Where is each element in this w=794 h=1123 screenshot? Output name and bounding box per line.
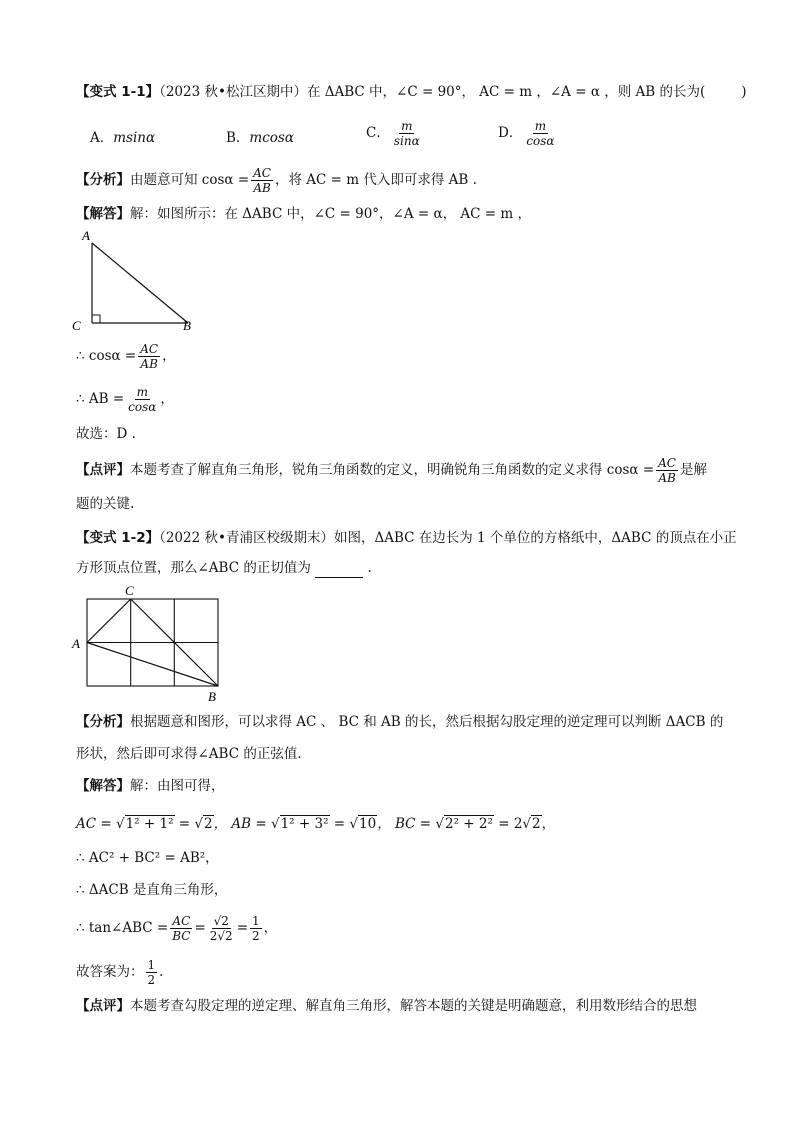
q2-solution-text: 解：由图可得， [130,778,225,794]
q2-solution [76,776,225,796]
q1-tag: 【变式 1-1】 [76,84,160,100]
q1-label-b: B [183,318,191,333]
q1-analysis-num: AC [253,166,271,180]
q2-source: （2022 秋•青浦区校级期末） [159,530,334,546]
q1-option-b [226,126,294,146]
q2-calc-bc-eq: = 2 [498,816,523,832]
q2-calc-ac-eq: = [178,816,191,832]
q2-step3-den1: BC [172,929,191,943]
q2-calc-ab-radicand: 1² + 3² [280,816,329,832]
q1-option-c [366,119,424,148]
q1-solution-tag: 【解答】 [76,206,130,222]
q1-analysis-text-a: 由题意可知 cosα = [130,172,250,188]
q2-answer-text-a: 故答案为： [76,964,144,980]
q1-option-c-num: m [401,119,413,133]
q1-step1-text-b: ， [162,348,176,364]
q1-source: （2023 秋•松江区期中） [159,84,307,100]
q1-option-d [498,119,559,148]
q1-solution-text: 解：如图所示：在 ΔABC 中，∠C = 90°，∠A = α， AC = m ， [130,206,531,222]
q1-stem [76,82,747,102]
q1-option-d-num: m [534,119,547,133]
q1-analysis [76,166,477,195]
q2-comment-tag: 【点评】 [76,998,130,1014]
q1-choice: 故选：D . [76,426,136,442]
q2-tag: 【变式 1-2】 [76,530,160,546]
q2-answer-blank [315,563,363,578]
q1-option-b-letter: B． [226,130,250,146]
q1-step2-num: m [136,385,148,399]
q1-right-angle-mark [92,315,100,323]
q2-calc-ac-value: 2 [204,816,213,832]
q1-comment [76,456,707,485]
q2-stem [76,528,737,548]
q2-calc-ab-label: ， AB = [213,816,267,832]
q1-stem-text: 在 ΔABC 中，∠C = 90°， AC = m ，∠A = α ，则 AB 的长为( [306,84,706,100]
q2-stem-cont [76,558,372,578]
q1-analysis-tag: 【分析】 [76,172,130,188]
q2-calc-ab-value: 10 [359,816,377,832]
q2-answer-den: 2 [147,973,156,987]
q1-step1-text-a: ∴ cosα = [76,348,137,364]
q1-analysis-text-b: ，将 AC = m 代入即可求得 AB . [275,172,477,188]
q1-solution [76,204,531,224]
q1-option-a-text: msinα [113,130,156,146]
q2-comment [76,996,697,1016]
q1-comment-tag: 【点评】 [76,462,130,478]
q2-stem-text-a: 如图，ΔABC 在边长为 1 个单位的方格纸中，ΔABC 的顶点在小正 [333,530,737,546]
q2-grid-figure [70,582,230,704]
q2-triangle-side-ac [87,599,131,643]
q1-step1 [76,342,176,371]
q2-calc-ab-eq: = [333,816,346,832]
q1-step2-text-a: ∴ AB = [76,391,125,407]
q2-stem-text-c: . [367,560,372,576]
q1-step1-den: AB [140,357,158,371]
q2-analysis [76,712,723,732]
q2-label-b: B [208,689,216,704]
q1-comment-den: AB [658,471,676,485]
q1-option-d-den: cosα [526,134,555,148]
q2-calc-ac-label: AC = [76,816,112,832]
q2-triangle-side-ab [87,643,218,687]
q2-step2: ∴ ΔACB 是直角三角形， [76,882,228,898]
q2-comment-text: 本题考查勾股定理的逆定理、解直角三角形，解答本题的关键是明确题意，利用数形结合的思想 [130,998,697,1014]
q2-calc-end: ， [541,816,556,832]
q2-step3-den3: 2 [252,929,260,943]
q1-comment-text-b: 是解 [680,462,707,478]
q1-step1-num: AC [140,342,159,356]
q2-calc-bc-radicand: 2² + 2² [445,816,493,832]
q2-answer-text-b: . [159,964,164,980]
q2-label-a: A [72,636,80,651]
q2-calc-bc-label: ， BC = [377,816,432,832]
q2-step3-text-a: ∴ tan∠ABC = [76,920,169,936]
q1-comment-cont: 题的关键. [76,496,135,512]
q1-analysis-den: AB [253,181,271,195]
q2-step3-num1: AC [172,914,191,928]
q1-label-a: A [82,228,90,243]
q2-solution-tag: 【解答】 [76,778,130,794]
q1-option-c-letter: C． [366,125,390,141]
q2-step3-num2: √2 [213,914,229,928]
q1-step2 [76,385,174,414]
q2-grid [87,599,218,686]
q2-analysis-cont: 形状，然后即可求得∠ABC 的正弦值. [76,746,302,762]
q2-step3 [76,914,277,943]
q1-option-c-den: sinα [393,134,420,148]
q2-answer [76,958,163,987]
q2-calc-ac-radicand: 1² + 1² [125,816,174,832]
q1-option-a [90,126,155,146]
q2-stem-text-b: 方形顶点位置，那么∠ABC 的正切值为 [76,560,311,576]
q1-step2-text-b: ， [160,391,174,407]
q2-step3-num3: 1 [252,914,260,928]
q1-comment-num: AC [658,456,676,470]
q2-step3-eq1: = [194,920,206,936]
q2-calc: AC = √1² + 1² = √2， AB = √1² + 3² = √10， BC = √2² + 2² = 2√2， [76,816,556,832]
q2-analysis-tag: 【分析】 [76,714,130,730]
q1-option-b-text: mcosα [249,130,294,146]
q2-analysis-text-a: 根据题意和图形，可以求得 AC 、 BC 和 AB 的长，然后根据勾股定理的逆定理可以判断 ΔACB 的 [130,714,724,730]
q2-step3-den2: 2√2 [209,929,233,943]
q2-label-c: C [125,583,134,598]
q2-step3-text-b: ， [263,920,278,936]
q1-stem-close: ) [741,84,747,100]
q2-step1: ∴ AC² + BC² = AB²， [76,850,219,866]
q1-comment-text-a: 本题考查了解直角三角形，锐角三角函数的定义，明确锐角三角函数的定义求得 cosα = [130,462,655,478]
q2-calc-bc-value: 2 [532,816,541,832]
q2-answer-num: 1 [147,958,156,972]
q1-option-a-letter: A． [90,130,114,146]
q2-step3-eq2: = [236,920,248,936]
q1-option-d-letter: D． [498,125,523,141]
q1-triangle-figure [70,226,200,336]
q1-step2-den: cosα [128,400,157,414]
q1-triangle-side-ab [92,243,188,323]
q1-label-c: C [72,318,81,333]
